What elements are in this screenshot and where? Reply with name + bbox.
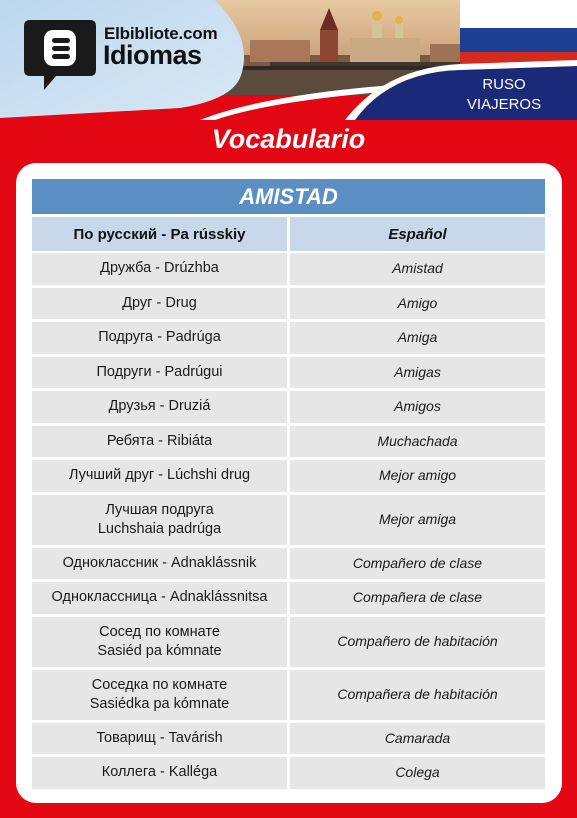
cell-russian bbox=[32, 357, 287, 389]
table-row bbox=[32, 670, 545, 720]
cell-russian bbox=[32, 253, 287, 285]
cell-russian-line: Подруга - Padrúga bbox=[98, 329, 221, 346]
cell-russian-line: Лучшая подруга bbox=[105, 501, 214, 518]
cell-russian bbox=[32, 460, 287, 492]
cell-spanish: Compañero de clase bbox=[290, 548, 545, 580]
cell-spanish: Mejor amiga bbox=[290, 495, 545, 545]
badge-language: RUSO bbox=[482, 76, 526, 93]
badge-audience: VIAJEROS bbox=[466, 96, 542, 113]
cell-russian bbox=[32, 322, 287, 354]
cell-russian-line: Sasiédka pa kómnate bbox=[89, 695, 230, 712]
cell-spanish: Amigo bbox=[290, 288, 545, 320]
cell-russian-line: Коллега - Kalléga bbox=[101, 764, 218, 781]
cell-russian-line: Luchshaia padrúga bbox=[97, 520, 222, 537]
cell-spanish: Compañero de habitación bbox=[290, 617, 545, 667]
column-header-russian: По русский - Pa rússkiy bbox=[32, 217, 287, 251]
cell-russian bbox=[32, 426, 287, 458]
cell-russian bbox=[32, 548, 287, 580]
logo-site-name: Elbibliote.com bbox=[104, 24, 218, 43]
cell-russian bbox=[32, 723, 287, 755]
table-row bbox=[32, 495, 545, 545]
cell-russian-line: Одноклассник - Adnaklássnik bbox=[62, 554, 257, 571]
cell-russian-line: Соседка по комнате bbox=[91, 676, 228, 693]
cell-russian-line: Подруги - Padrúgui bbox=[96, 363, 223, 380]
table-row bbox=[32, 322, 545, 354]
cell-russian bbox=[32, 670, 287, 720]
cell-spanish: Amiga bbox=[290, 322, 545, 354]
cell-russian-line: Одноклассница - Adnaklássnitsa bbox=[51, 589, 268, 606]
page-header bbox=[0, 0, 577, 120]
cell-russian bbox=[32, 757, 287, 789]
table-row bbox=[32, 757, 545, 789]
cell-spanish: Amigos bbox=[290, 391, 545, 423]
table-row bbox=[32, 460, 545, 492]
table-row bbox=[32, 582, 545, 614]
section-title: Vocabulario bbox=[211, 124, 366, 154]
cell-spanish: Amigas bbox=[290, 357, 545, 389]
table-row bbox=[32, 548, 545, 580]
table-row bbox=[32, 723, 545, 755]
cell-russian-line: Sasiéd pa kómnate bbox=[97, 642, 222, 659]
cell-russian-line: Товарищ - Tavárish bbox=[96, 729, 223, 746]
table-row bbox=[32, 253, 545, 285]
cell-spanish: Compañera de habitación bbox=[290, 670, 545, 720]
speech-bubble-e-logo-icon bbox=[22, 18, 98, 92]
table-row bbox=[32, 426, 545, 458]
cell-russian bbox=[32, 617, 287, 667]
cell-russian bbox=[32, 288, 287, 320]
cell-spanish: Mejor amigo bbox=[290, 460, 545, 492]
cell-russian-line: Дружба - Drúzhba bbox=[100, 260, 219, 277]
table-row bbox=[32, 357, 545, 389]
cell-spanish: Colega bbox=[290, 757, 545, 789]
table-row bbox=[32, 617, 545, 667]
cell-russian-line: Друг - Drug bbox=[122, 294, 197, 311]
column-header-spanish: Español bbox=[290, 217, 545, 251]
cell-russian-line: Лучший друг - Lúchshi drug bbox=[68, 467, 251, 484]
logo-brand-name: Idiomas bbox=[103, 40, 202, 70]
table-title: AMISTAD bbox=[32, 179, 545, 214]
cell-russian bbox=[32, 582, 287, 614]
cell-russian-line: Друзья - Druziá bbox=[108, 398, 211, 415]
cell-russian-line: Сосед по комнате bbox=[99, 623, 220, 640]
column-headers bbox=[32, 217, 545, 251]
table-row bbox=[32, 288, 545, 320]
vocabulary-rows bbox=[32, 253, 545, 792]
cell-spanish: Muchachada bbox=[290, 426, 545, 458]
cell-spanish: Camarada bbox=[290, 723, 545, 755]
cell-russian bbox=[32, 391, 287, 423]
cell-russian-line: Ребята - Ribiáta bbox=[106, 432, 213, 449]
table-row bbox=[32, 391, 545, 423]
cell-spanish: Amistad bbox=[290, 253, 545, 285]
cell-russian bbox=[32, 495, 287, 545]
cell-spanish: Compañera de clase bbox=[290, 582, 545, 614]
